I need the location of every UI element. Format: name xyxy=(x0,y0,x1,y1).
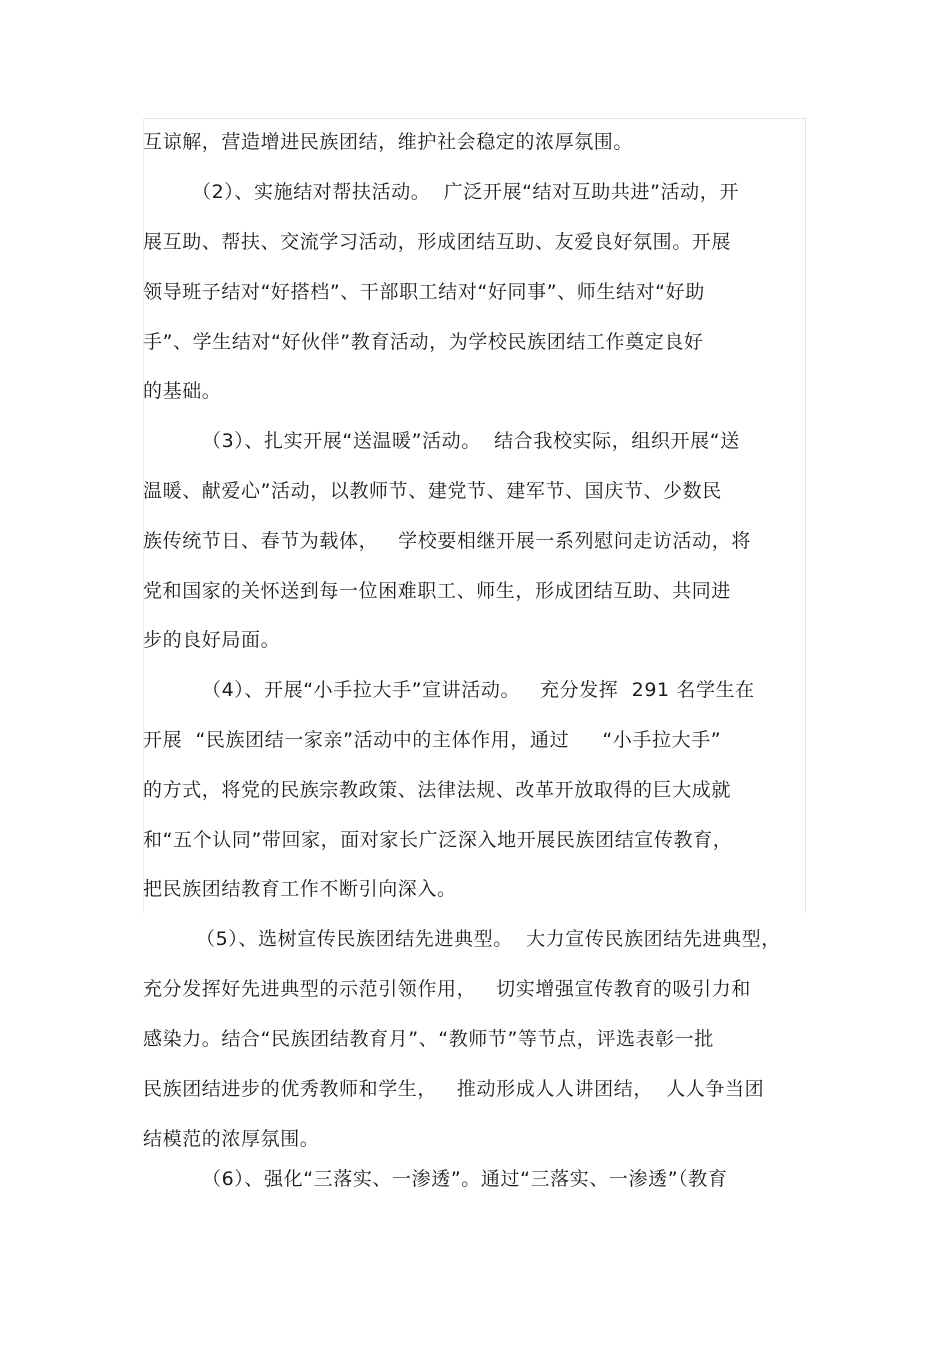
paragraph-2-start: （2）、实施结对帮扶活动。 广泛开展“结对互助共进”活动，开 xyxy=(192,181,739,203)
text-line: 步的良好局面。 xyxy=(143,629,281,651)
text-line: 展互助、帮扶、交流学习活动，形成团结互助、友爱良好氛围。开展 xyxy=(143,231,732,253)
text-line: 民族团结进步的优秀教师和学生， 推动形成人人讲团结， 人人争当团 xyxy=(143,1078,765,1100)
text-line: 党和国家的关怀送到每一位困难职工、师生，形成团结互助、共同进 xyxy=(143,580,732,602)
paragraph-3-start: （3）、扎实开展“送温暖”活动。 结合我校实际，组织开展“送 xyxy=(202,430,740,452)
text-line: 互谅解，营造增进民族团结，维护社会稳定的浓厚氛围。 xyxy=(143,131,634,153)
paragraph-5-start: （5）、选树宣传民族团结先进典型。 大力宣传民族团结先进典型， xyxy=(196,928,781,950)
text-line: 温暖、献爱心”活动，以教师节、建党节、建军节、国庆节、少数民 xyxy=(143,480,722,502)
paragraph-4-start: （4）、开展“小手拉大手”宣讲活动。 充分发挥 291 名学生在 xyxy=(202,679,755,701)
text-line: 族传统节日、春节为载体， 学校要相继开展一系列慰问走访活动，将 xyxy=(143,530,751,552)
text-line: 感染力。结合“民族团结教育月”、“教师节”等节点，评选表彰一批 xyxy=(143,1028,714,1050)
text-line: 领导班子结对“好搭档”、干部职工结对“好同事”、师生结对“好助 xyxy=(143,281,705,303)
text-line: 把民族团结教育工作不断引向深入。 xyxy=(143,878,457,900)
paragraph-6-start: （6）、强化“三落实、一渗透”。通过“三落实、一渗透”（教育 xyxy=(202,1168,728,1190)
text-line: 手”、学生结对“好伙伴”教育活动，为学校民族团结工作奠定良好 xyxy=(143,331,704,353)
text-line: 结模范的浓厚氛围。 xyxy=(143,1128,320,1150)
text-line: 开展 “民族团结一家亲”活动中的主体作用，通过 “小手拉大手” xyxy=(143,729,722,751)
text-line: 充分发挥好先进典型的示范引领作用， 切实增强宣传教育的吸引力和 xyxy=(143,978,751,1000)
text-line: 和“五个认同”带回家，面对家长广泛深入地开展民族团结宣传教育， xyxy=(143,829,733,851)
text-line: 的方式，将党的民族宗教政策、法律法规、改革开放取得的巨大成就 xyxy=(143,779,732,801)
text-line: 的基础。 xyxy=(143,380,222,402)
